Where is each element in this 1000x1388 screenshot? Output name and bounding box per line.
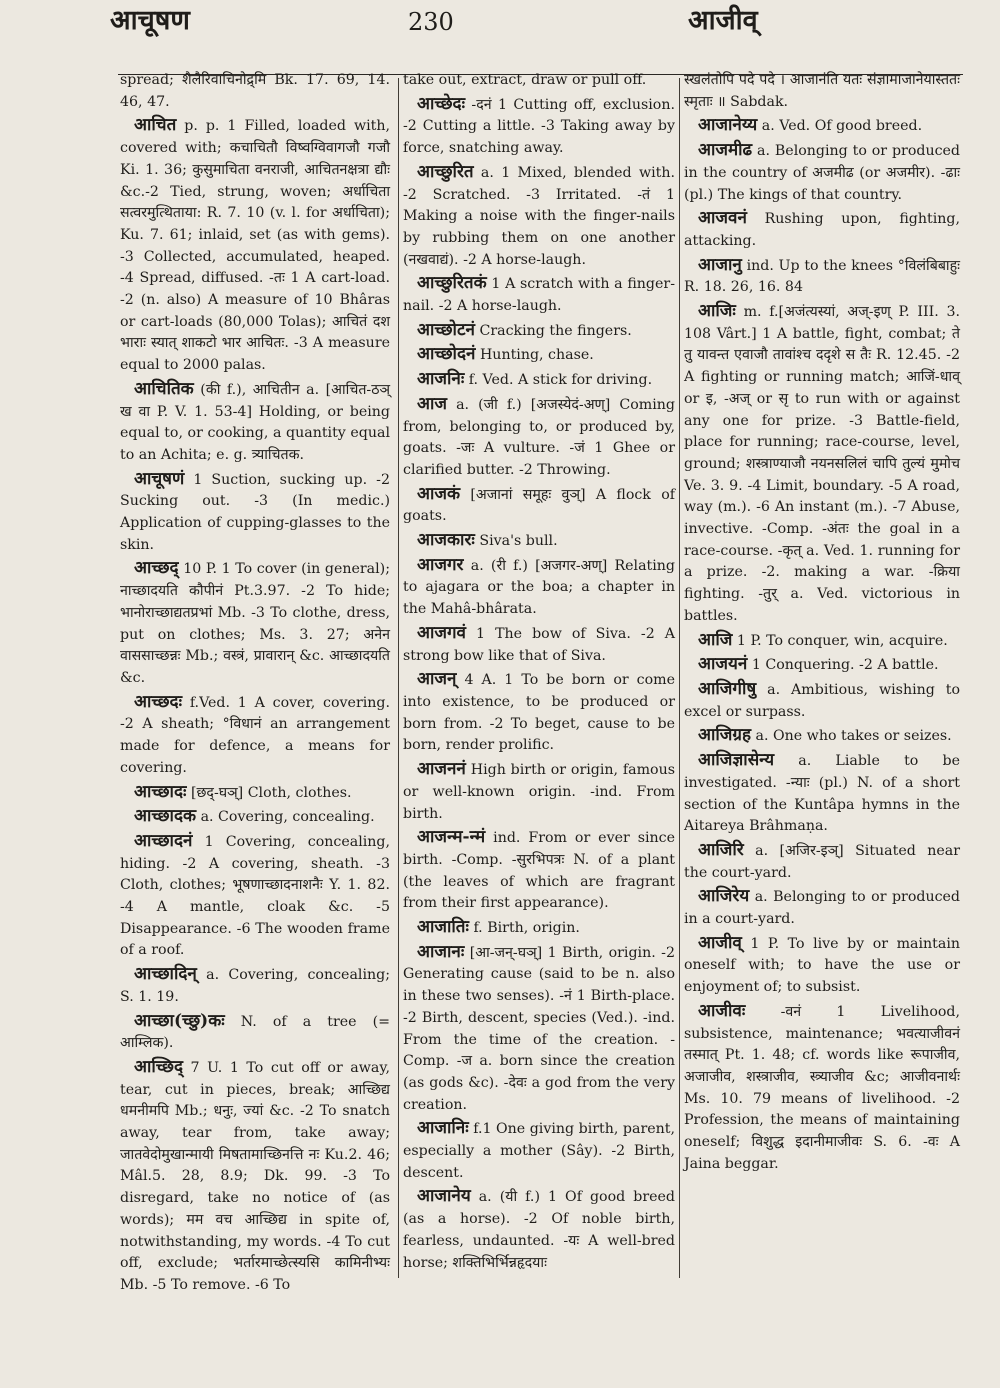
- entry-headword: आजि: [698, 629, 733, 650]
- entry-headword: आचितिक: [134, 378, 194, 399]
- entry-headword: आजमीढ: [698, 140, 753, 161]
- entry-headword: आजन्म-न्मं: [417, 827, 486, 848]
- entry-headword: आच्छुरित: [417, 161, 474, 182]
- dictionary-entry: [403, 917, 675, 940]
- entry-headword: आच्छादिन्: [134, 964, 197, 985]
- entry-definition: -वनं 1 Livelihood, subsistence, maintenance; भवत्याजीवनं तस्मात् Pt. 1. 48; cf. words like रूपाजीव, अजाजीव, शस्त्राजीव, स्त्र्याजीव &c; आजीवनार्थः Ms. 10. 79 means of livelihood. -2 Profession, the means of maintaining oneself; विशुद्ध इदानीमाजीवः S. 6. -वः A Jaina beggar.: [684, 1003, 960, 1172]
- dictionary-entry: [684, 840, 960, 884]
- entry-definition: 1 Suction, sucking up. -2 Sucking out. -3 (In medic.) Application of cupping-glasses to the skin.: [120, 471, 390, 553]
- entry-definition: p. p. 1 Filled, loaded with, covered with; कचाचितौ विष्वग्विवागजौ गजौ Ki. 1. 36; कुसुमाचिता वनराजी, आचितनक्षत्रा द्यौः &c.-2 Tied, strung, woven; अर्धाचिता सत्वरमुत्थिताया: R. 7. 10 (v. l. for अर्धाचिता); Ku. 7. 61; inlaid, set (as with gems). -3 Collected, accumulated, heaped. -4 Spread, diffused. -तः 1 A cart-load. -2 (n. also) A measure of 10 Bhâras or cart-loads (80,000 Tolas); आचितं दश भाराः स्यात् शाकटो भार आचितः. -3 A measure equal to 2000 palas.: [120, 118, 390, 374]
- entry-headword: आजानिः: [417, 1118, 469, 1139]
- column-2: [403, 70, 675, 1280]
- dictionary-entry: [684, 679, 960, 723]
- entry-headword: आच्छदः: [134, 691, 183, 712]
- entry-definition: Siva's bull.: [479, 533, 558, 550]
- dictionary-entry: [403, 369, 675, 392]
- dictionary-entry: [120, 379, 390, 467]
- dictionary-entry: [403, 344, 675, 367]
- entry-definition: f.1 One giving birth, parent, especially a mother (Sây). -2 Birth, descent.: [403, 1121, 675, 1181]
- dictionary-entry: [403, 1186, 675, 1274]
- dictionary-entry: [403, 530, 675, 553]
- entry-headword: आच्छेदः: [417, 93, 466, 114]
- entry-definition: a. Covering, concealing; S. 1. 19.: [120, 967, 390, 1005]
- entry-definition: ind. From or ever since birth. -Comp. -सुरभिपत्रः N. of a plant (the leaves of which are fragrant from their first appearance).: [403, 830, 676, 912]
- entry-definition: 1 Conquering. -2 A battle.: [751, 657, 939, 674]
- dictionary-entry: [684, 750, 960, 838]
- entry-headword: आजननं: [417, 759, 466, 780]
- dictionary-entry: [120, 782, 390, 805]
- dictionary-entry: [403, 555, 675, 621]
- entry-definition: a. Ambitious, wishing to excel or surpass.: [684, 681, 961, 720]
- entry-definition: Hunting, chase.: [479, 347, 594, 364]
- entry-definition: ind. Up to the knees °विलंबिबाहुः R. 18. 26, 16. 84: [684, 257, 960, 296]
- dictionary-entry: [120, 70, 390, 113]
- entry-definition: a. Belonging to or produced in a court-yard.: [684, 889, 960, 928]
- dictionary-entry: [403, 759, 675, 825]
- dictionary-entry: [684, 140, 960, 206]
- dictionary-entry: [403, 273, 675, 317]
- entry-definition: High birth or origin, famous or well-known origin. -ind. From birth.: [403, 762, 675, 822]
- column-divider-1: [398, 78, 399, 1278]
- entry-headword: आचूषणं: [134, 468, 185, 489]
- dictionary-entry: [120, 469, 390, 557]
- column-1: [120, 70, 390, 1293]
- dictionary-entry: [684, 1001, 960, 1176]
- dictionary-entry: [684, 933, 960, 999]
- entry-definition: a. 1 Mixed, blended with. -2 Scratched. -3 Irritated. -तं 1 Making a noise with the finger-nails by rubbing them on one another (नखवाद्यं). -2 A horse-laugh.: [403, 164, 675, 268]
- dictionary-entry: [403, 942, 675, 1117]
- dictionary-entry: [684, 654, 960, 677]
- entry-headword: आजिरेय: [698, 886, 750, 907]
- entry-headword: आजानः: [417, 941, 465, 962]
- dictionary-entry: [403, 320, 675, 343]
- entry-headword: आजन्: [417, 669, 457, 690]
- entry-definition: a. (जी f.) [अजस्येदं-अण्] Coming from, belonging to, or produced by, goats. -जः A vulture. -जं 1 Ghee or clarified butter. -2 Throwing.: [403, 396, 675, 478]
- entry-headword: आजगर: [417, 554, 464, 575]
- entry-headword: आच्छिद्: [134, 1056, 183, 1077]
- dictionary-entry: [684, 115, 960, 138]
- entry-definition: (की f.), आचितीन a. [आचित-ठञ् ख वा P. V. 1. 53-4] Holding, or being equal to, or cooking, a quantity equal to an Achita; e. g. त्र्याचितक.: [120, 381, 390, 463]
- entry-headword: आजिः: [698, 301, 736, 322]
- entry-headword: आच्छोदनं: [417, 344, 476, 365]
- dictionary-entry: [120, 831, 390, 962]
- entry-definition: 1 A scratch with a finger-nail. -2 A horse-laugh.: [403, 276, 675, 315]
- entry-headword: आजगवं: [417, 622, 467, 643]
- entry-definition: [आ-जन्-घञ्] 1 Birth, origin. -2 Generating cause (said to be n. also in these two senses). -नं 1 Birth-place. -2 Birth, descent, species (Ved.). -ind. From the time of the creation. -Comp. -ज a. born since the creation (as gods &c). -देवः a god from the very creation.: [403, 944, 675, 1113]
- dictionary-entry: [120, 558, 390, 689]
- entry-headword: आजीव्: [698, 932, 742, 953]
- dictionary-entry: [120, 1057, 390, 1297]
- entry-headword: आच्छद्: [134, 558, 179, 579]
- entry-definition: [छद्-घञ्] Cloth, clothes.: [190, 784, 352, 801]
- entry-headword: आच्छादनं: [134, 830, 193, 851]
- entry-headword: आजयनं: [698, 654, 748, 675]
- entry-headword: आजकं: [417, 483, 461, 504]
- dictionary-entry: [120, 806, 390, 829]
- dictionary-entry: [403, 70, 675, 92]
- entry-definition: 1 The bow of Siva. -2 A strong bow like that of Siva.: [403, 625, 675, 664]
- entry-definition: 1 Covering, concealing, hiding. -2 A covering, sheath. -3 Cloth, clothes; भूषणाच्छादनाशनैः Y. 1. 82. -4 A mantle, cloak &c. -5 Disappearance. -6 The wooden frame of a roof.: [120, 833, 390, 959]
- entry-definition: a. [अजिर-इञ्] Situated near the court-yard.: [684, 842, 960, 881]
- entry-definition: Cracking the fingers.: [479, 322, 632, 339]
- entry-headword: आजातिः: [417, 917, 469, 938]
- entry-definition: a. Liable to be investigated. -न्याः (pl.) N. of a short section of the Kuntâpa hymns in the Aitareya Brâhmaṇa.: [684, 753, 960, 835]
- entry-headword: आजानु: [698, 254, 742, 275]
- dictionary-entry: [120, 692, 390, 780]
- entry-headword: आजिरि: [698, 839, 744, 860]
- entry-headword: आचित: [134, 115, 177, 136]
- left-guideword: आचूषण: [110, 5, 190, 36]
- dictionary-entry: [403, 94, 675, 160]
- entry-definition: a. (री f.) [अजगर-अण्] Relating to ajagara or the boa; a chapter in the Mahâ-bhârata.: [403, 557, 675, 618]
- dictionary-entry: [684, 886, 960, 930]
- entry-definition: take out, extract, draw or pull off.: [403, 72, 647, 88]
- entry-headword: आजवनं: [698, 208, 747, 229]
- entry-headword: आजानेय: [417, 1186, 471, 1207]
- entry-headword: आच्छा(च्छु)कः: [134, 1010, 225, 1031]
- entry-definition: Rushing upon, fighting, attacking.: [684, 211, 960, 249]
- entry-definition: N. of a tree (= आम्लिक).: [120, 1013, 390, 1052]
- entry-definition: 1 P. To conquer, win, acquire.: [736, 632, 948, 649]
- entry-definition: m. f.[अजंत्यस्यां, अज्-इण् P. III. 3. 108 Vârt.] 1 A battle, fight, combat; ते तु यावन्त एवाजौ तावांश्च ददृशे स तैः R. 12.45. -2 A fighting or running match; आजिं-धाव् or इ, -अज् or सृ to run with or against any one for prize. -3 Battle-field, place for running; race-course, level, ground; शस्त्राण्याजौ नयनसलिलं चापि तुल्यं मुमोच Ve. 3. 9. -4 Limit, boundary. -5 A road, way (m.). -6 An instant (m.). -7 Abuse, invective. -Comp. -अंतः the goal in a race-course. -कृत् a. Ved. 1. running for a prize. -2. making a war. -क्रिया fighting. -तुर् a. Ved. victorious in battles.: [684, 304, 960, 624]
- page-number: 230: [408, 8, 454, 36]
- entry-definition: a. One who takes or seizes.: [755, 728, 952, 745]
- dictionary-entry: [403, 623, 675, 667]
- entry-headword: आजानेय्य: [698, 115, 758, 136]
- entry-definition: a. Ved. Of good breed.: [761, 118, 923, 135]
- entry-headword: आच्छादः: [134, 781, 187, 802]
- dictionary-entry: [403, 827, 675, 915]
- dictionary-entry: [403, 669, 675, 757]
- entry-definition: 10 P. 1 To cover (in general); नाच्छादयति कौपीनं Pt.3.97. -2 To hide; भानोराच्छाद्यतप्रभां Mb. -3 To clothe, dress, put on clothes; Ms. 3. 27; अनेन वाससाच्छन्नः Mb.; वस्त्रं, प्रावारान् &c. आच्छादयति &c.: [120, 561, 390, 686]
- entry-definition: a. Belonging to or produced in the country of अजमीढ (or अजमीर). -ढाः (pl.) The kings of that country.: [684, 143, 961, 203]
- entry-definition: f. Birth, origin.: [473, 920, 580, 937]
- column-3: [684, 70, 960, 1280]
- entry-definition: f.Ved. 1 A cover, covering. -2 A sheath; °विधानं an arrangement made for defence, a means for covering.: [120, 694, 390, 776]
- column-divider-2: [679, 78, 680, 1278]
- entry-definition: f. Ved. A stick for driving.: [468, 372, 653, 389]
- entry-headword: आच्छुरितकं: [417, 273, 487, 294]
- entry-headword: आजकारः: [417, 530, 475, 551]
- entry-definition: 1 P. To live by or maintain oneself with; to have the use or enjoyment of; to subsist.: [684, 935, 960, 996]
- dictionary-entry: [403, 394, 675, 482]
- right-guideword: आजीव्: [688, 5, 758, 36]
- entry-definition: स्खलंतोपि पदे पदे । आजानंति यतः संज्ञामाजानेयास्ततः स्मृताः ॥ Sabdak.: [684, 72, 960, 110]
- dictionary-entry: [403, 484, 675, 528]
- entry-definition: 7 U. 1 To cut off or away, tear, cut in pieces, break; आच्छिद्य धमनीमपि Mb.; धनुः, ज्यां &c. -2 To snatch away, tear from, take away; जातवेदोमुखान्मायी मिषतामाच्छिनत्ति नः Ku.2. 46; Mâl.5. 28, 8.9; Dk. 99. -3 To disregard, take no notice of (as words); मम वच आच्छिद्य in spite of, notwithstanding, my words. -4 To cut off, exclude; भर्तारमाच्छेत्स्यसि कामिनीभ्यः Mb. -5 To remove. -6 To: [120, 1059, 390, 1293]
- entry-headword: आजिग्रह: [698, 725, 752, 746]
- entry-definition: [अजानां समूहः वुञ्] A flock of goats.: [403, 486, 676, 525]
- dictionary-entry: [684, 255, 960, 299]
- dictionary-entry: [684, 70, 960, 113]
- entry-headword: आच्छादक: [134, 806, 197, 827]
- dictionary-entry: [684, 725, 960, 748]
- dictionary-entry: [120, 115, 390, 376]
- entry-headword: आच्छोटनं: [417, 319, 475, 340]
- dictionary-entry: [684, 301, 960, 628]
- dictionary-entry: [120, 1011, 390, 1055]
- entry-definition: a. Covering, concealing.: [200, 809, 375, 826]
- entry-definition: spread; शैलैरिवाचिनोद्र्मि Bk. 17. 69, 14. 46, 47.: [120, 72, 390, 110]
- dictionary-entry: [684, 630, 960, 653]
- entry-headword: आजीवः: [698, 1000, 746, 1021]
- entry-headword: आजिगीषु: [698, 678, 757, 699]
- dictionary-entry: [684, 208, 960, 252]
- entry-headword: आज: [417, 393, 447, 414]
- dictionary-entry: [403, 162, 675, 272]
- entry-definition: -दनं 1 Cutting off, exclusion. -2 Cutting a little. -3 Taking away by force, snatching away.: [403, 96, 675, 157]
- entry-definition: 4 A. 1 To be born or come into existence, to be produced or born from. -2 To beget, cause to be born, render prolific.: [403, 672, 675, 754]
- dictionary-entry: [403, 1118, 675, 1184]
- entry-definition: a. (यी f.) 1 Of good breed (as a horse). -2 Of noble birth, fearless, undaunted. -यः A well-bred horse; शक्तिभिर्भिन्नहृदयाः: [403, 1189, 675, 1271]
- entry-headword: आजनिः: [417, 369, 465, 390]
- dictionary-entry: [120, 964, 390, 1008]
- entry-headword: आजिज्ञासेन्य: [698, 750, 775, 771]
